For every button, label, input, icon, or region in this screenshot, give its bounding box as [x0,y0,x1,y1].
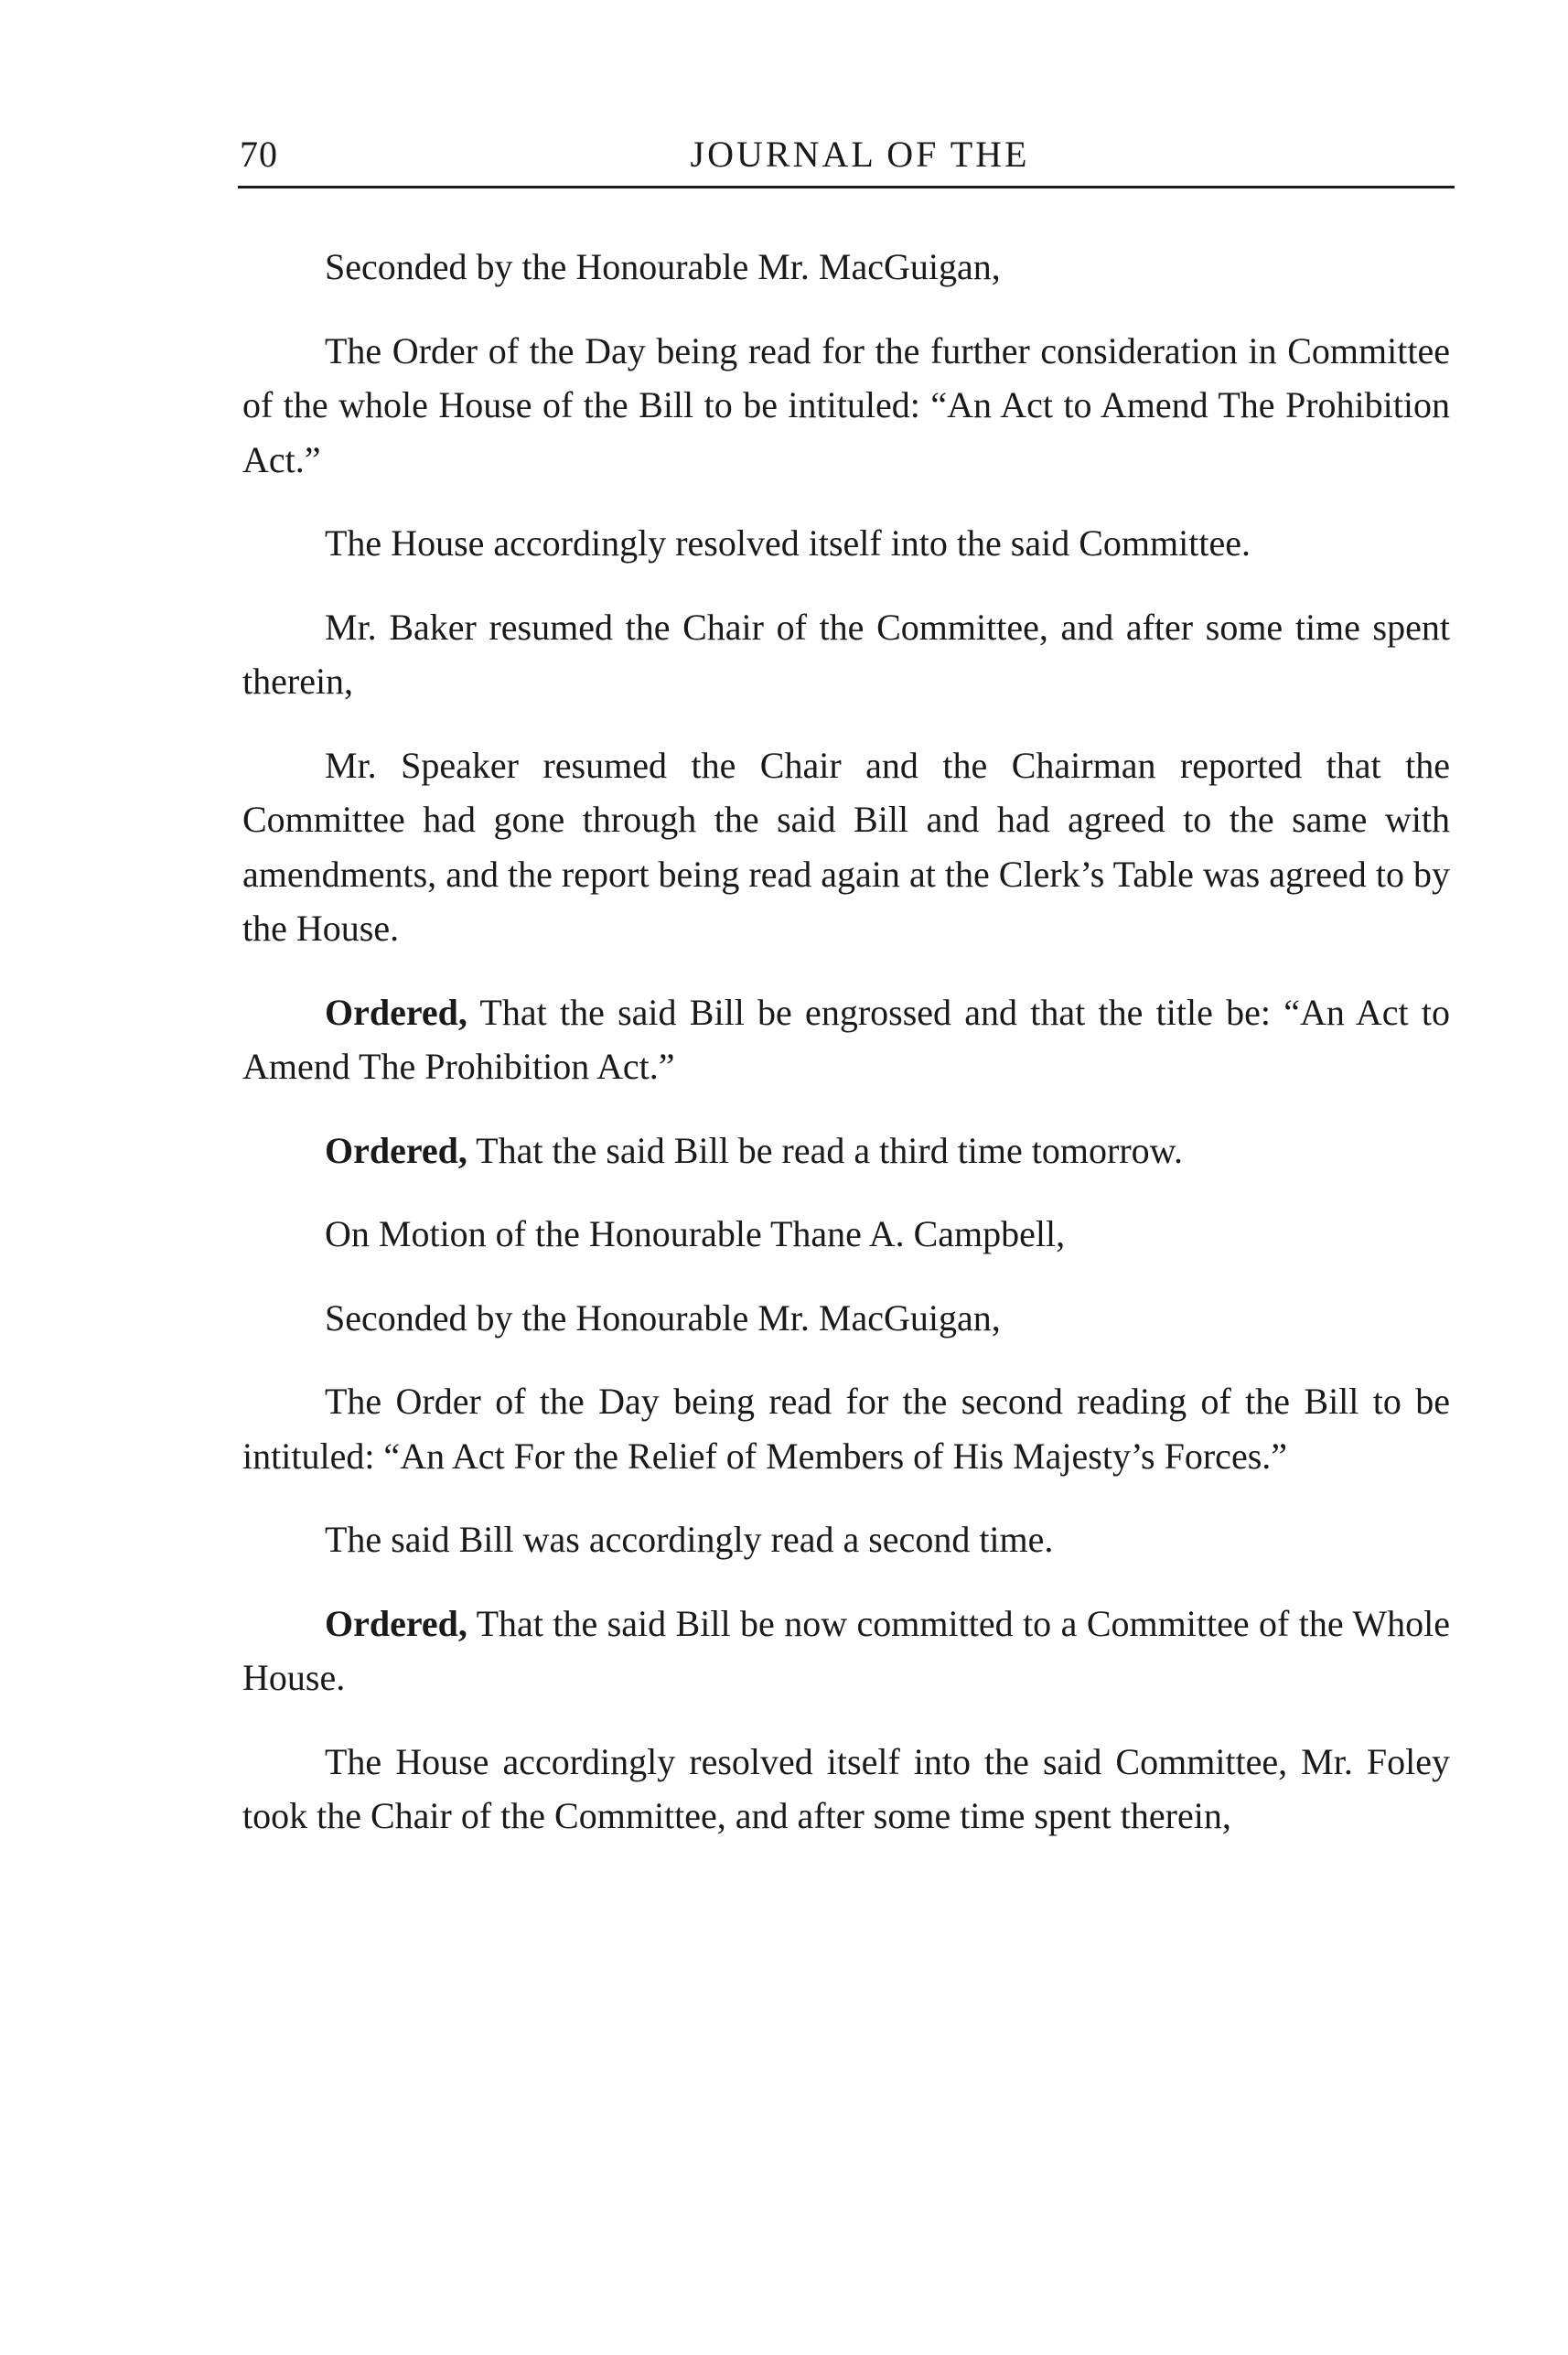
paragraph-text: That the said Bill be now committed to a Committee of the Whole House. [242,1602,1450,1698]
running-title: JOURNAL OF THE [690,134,1030,175]
paragraph-ordered-engrossed [242,985,1450,1094]
paragraph-order-of-day-1 [242,324,1450,488]
paragraph-text: On Motion of the Honourable Thane A. Campbell, [325,1213,1066,1254]
paragraph-text: The said Bill was accordingly read a second time. [325,1519,1054,1560]
paragraph-text: Mr. Baker resumed the Chair of the Committee, and after some time spent therein, [242,606,1450,702]
paragraph-order-of-day-2 [242,1374,1450,1483]
paragraph-seconded-1 [242,240,1450,295]
paragraph-seconded-2 [242,1291,1450,1346]
paragraph-text: Mr. Speaker resumed the Chair and the Chairman reported that the Committee had gone through the said Bill and had agreed to the same with amendments, and the report being read again at the Clerk’s Table was agreed to by the House. [242,744,1450,949]
ordered-lead: Ordered, [325,991,467,1033]
running-head [238,124,1455,188]
paragraph-speaker-report [242,738,1450,956]
page-number: 70 [240,134,278,175]
paragraph-text: The House accordingly resolved itself into the said Committee. [325,522,1251,564]
paragraph-text: Seconded by the Honourable Mr. MacGuigan, [325,246,1001,287]
ordered-lead: Ordered, [325,1129,467,1171]
journal-body [242,240,1450,1873]
paragraph-second-reading [242,1512,1450,1567]
paragraph-text: Seconded by the Honourable Mr. MacGuigan, [325,1296,1001,1339]
paragraph-text: The Order of the Day being read for the further consideration in Committee of the whole House of the Bill to be intituled: “An Act to Amend The Prohibition Act.” [242,329,1450,480]
paragraph-ordered-third-reading [242,1124,1450,1178]
paragraph-text: The Order of the Day being read for the second reading of the Bill to be intituled: “An Act For the Relief of Members of His Majesty’s Forces.” [242,1381,1450,1477]
paragraph-baker-chair [242,600,1450,709]
paragraph-on-motion [242,1207,1450,1262]
ordered-lead: Ordered, [325,1602,467,1644]
paragraph-text: That the said Bill be read a third time tomorrow. [467,1129,1183,1171]
paragraph-house-resolved-1 [242,516,1450,571]
paragraph-text: The House accordingly resolved itself into the said Committee, Mr. Foley took the Chair of the Committee, and after some time spent therein, [242,1740,1450,1836]
paragraph-ordered-committed [242,1597,1450,1705]
paragraph-text: That the said Bill be engrossed and that the title be: “An Act to Amend The Prohibition Act.” [242,991,1450,1087]
paragraph-house-resolved-2 [242,1735,1450,1844]
